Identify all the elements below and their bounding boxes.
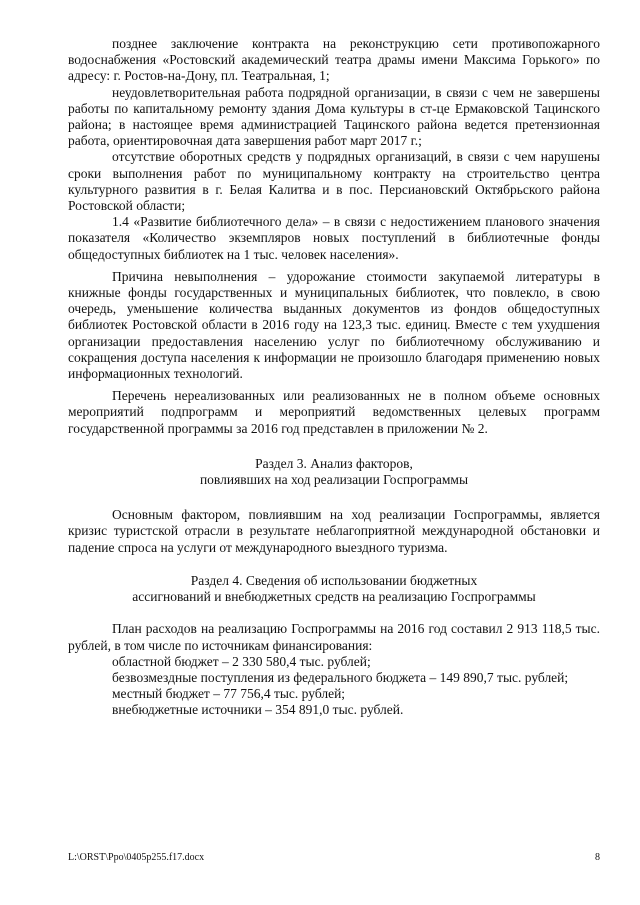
- section-title-line: Раздел 3. Анализ факторов,: [255, 455, 413, 471]
- paragraph: позднее заключение контракта на реконструкцию сети противопожарного водоснабжения «Ростовский академический театра драмы имени Максима Горького» по адресу: г. Ростов-на-Дону, пл. Театральная, 1;: [68, 36, 600, 84]
- paragraph: Причина невыполнения – удорожание стоимости закупаемой литературы в книжные фонды государственных и муниципальных библиотек, что повлекло, в свою очередь, уменьшение количества выданных документов из фондов общедоступных библиотек Ростовской области в 2016 году на 123,3 тыс. единиц. Вместе с тем ухудшения организации предоставления населению услуг по библиотечному обслуживанию и сокращения доступа населения к информации не произошло благодаря применению новых информационных технологий.: [68, 268, 600, 382]
- paragraph: областной бюджет – 2 330 580,4 тыс. рублей;: [112, 653, 371, 669]
- paragraph: отсутствие оборотных средств у подрядных организаций, в связи с чем нарушены сроки выполнения работ по муниципальному контракту на строительство центра культурного развития в г. Белая Калитва и в пос. Персиановский Октябрьского района Ростовской области;: [68, 149, 600, 214]
- section-4-heading: [68, 573, 600, 605]
- paragraph: Перечень нереализованных или реализованных не в полном объеме основных мероприятий подпрограмм и мероприятий ведомственных целевых программ государственной программы за 2016 год представлен в приложении № 2.: [68, 388, 600, 436]
- paragraph: местный бюджет – 77 756,4 тыс. рублей;: [112, 686, 346, 702]
- section-title-line: ассигнований и внебюджетных средств на реализацию Госпрограммы: [132, 589, 536, 605]
- paragraph: План расходов на реализацию Госпрограммы на 2016 год составил 2 913 118,5 тыс. рублей, в том числе по источникам финансирования:: [68, 621, 600, 653]
- page-number: 8: [595, 852, 600, 863]
- section-3-heading: [68, 456, 600, 488]
- paragraph: внебюджетные источники – 354 891,0 тыс. рублей.: [112, 702, 404, 718]
- paragraph: 1.4 «Развитие библиотечного дела» – в связи с недостижением планового значения показателя «Количество экземпляров новых поступлений в библиотечные фонды общедоступных библиотек на 1 тыс. человек населения».: [68, 214, 600, 262]
- section-title-line: Раздел 4. Сведения об использовании бюджетных: [190, 572, 478, 588]
- section-3-text: Основным фактором, повлиявшим на ход реализации Госпрограммы, является кризис туристской отрасли в результате неблагоприятной международной обстановки и падение спроса на услуги от международного выездного туризма.: [68, 507, 600, 555]
- paragraph: безвозмездные поступления из федерального бюджета – 149 890,7 тыс. рублей;: [112, 669, 569, 685]
- section-title-line: повлиявших на ход реализации Госпрограммы: [199, 472, 469, 488]
- page-footer: [68, 852, 600, 864]
- paragraph: неудовлетворительная работа подрядной организации, в связи с чем не завершены работы по капитальному ремонту здания Дома культуры в ст-це Ермаковской Тацинского района; в настоящее время администрацией Тацинского района ведется претензионная работа, ориентировочная дата завершения работ март 2017 г.;: [68, 84, 600, 149]
- file-path: L:\ORST\Ppo\0405p255.f17.docx: [68, 852, 205, 863]
- section-4-body: [68, 621, 600, 718]
- body-text-top: [68, 36, 600, 437]
